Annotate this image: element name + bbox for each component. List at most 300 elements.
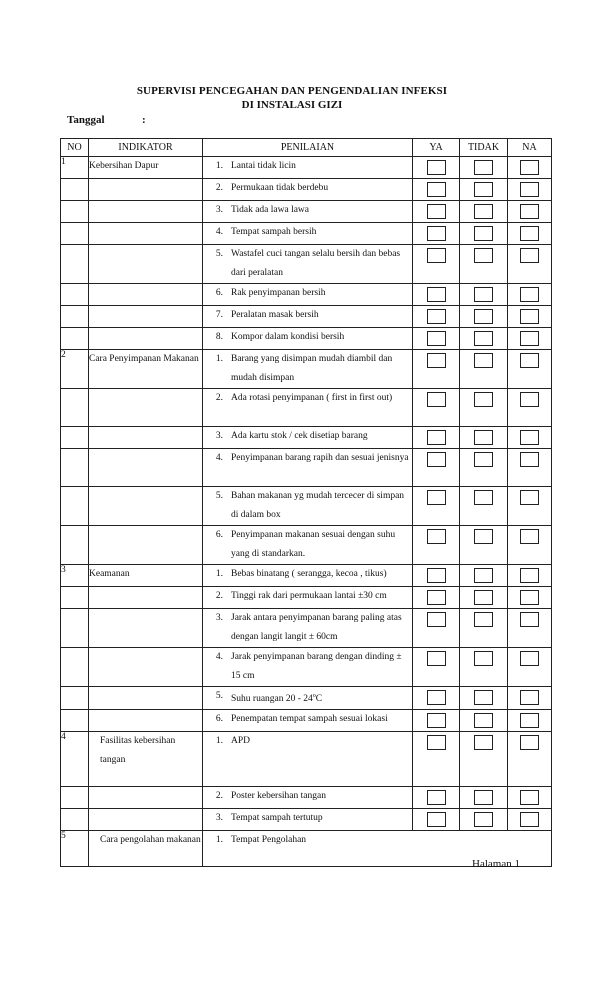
indikator-cell [89, 449, 203, 487]
row-number [61, 687, 89, 710]
ya-cell [413, 427, 460, 449]
na-cell [508, 687, 552, 710]
indikator-cell: Cara Penyimpanan Makanan [89, 350, 203, 389]
item-text-main: Penyimpanan barang rapih dan sesuai jenisnya [231, 453, 409, 463]
item-text-main: Wastafel cuci tangan selalu bersih dan bebas dari peralatan [231, 249, 401, 278]
item-text-main: Jarak penyimpanan barang dengan dinding ± 15 cm [231, 652, 402, 681]
na-cell [508, 609, 552, 648]
row-number [61, 201, 89, 223]
item-text [227, 449, 412, 468]
item-text [227, 179, 412, 198]
penilaian-cell [203, 609, 413, 648]
indikator-cell [89, 427, 203, 449]
indikator-cell [89, 223, 203, 245]
indikator-cell [89, 245, 203, 284]
item-number: 3. [215, 613, 223, 623]
item-text-main: Suhu ruangan 20 - 24 [231, 694, 313, 705]
tidak-checkbox[interactable] [474, 490, 493, 505]
tidak-checkbox[interactable] [474, 182, 493, 197]
tidak-checkbox[interactable] [474, 735, 493, 750]
na-cell [508, 350, 552, 389]
item-number: 4. [215, 453, 223, 463]
table-row [61, 710, 552, 732]
table-row [61, 350, 552, 389]
ya-checkbox[interactable] [427, 392, 446, 407]
item-text-main: Penempatan tempat sampah sesuai lokasi [231, 714, 388, 725]
row-number [61, 587, 89, 609]
supervision-table [60, 138, 552, 867]
tidak-checkbox[interactable] [474, 430, 493, 445]
tidak-cell [460, 587, 508, 609]
tidak-checkbox[interactable] [474, 204, 493, 219]
na-cell [508, 389, 552, 427]
item-number: 1. [215, 569, 223, 579]
ya-cell [413, 201, 460, 223]
table-row [61, 223, 552, 245]
penilaian-cell [203, 389, 413, 427]
item-number: 2. [215, 183, 223, 193]
indikator-cell [89, 809, 203, 831]
item-text-main: Bebas binatang ( serangga, kecoa , tikus) [231, 569, 387, 579]
tidak-checkbox[interactable] [474, 392, 493, 407]
tidak-checkbox[interactable] [474, 353, 493, 368]
item-text [227, 389, 412, 408]
item-text [227, 157, 412, 176]
tidak-cell [460, 328, 508, 350]
na-checkbox[interactable] [520, 612, 539, 627]
item-number: 4. [215, 652, 223, 662]
ya-checkbox[interactable] [427, 309, 446, 324]
indikator-cell: Kebersihan Dapur [89, 157, 203, 179]
item-number: 1. [215, 161, 223, 171]
row-number [61, 648, 89, 687]
tidak-cell [460, 201, 508, 223]
tidak-checkbox[interactable] [474, 226, 493, 241]
table-row [61, 179, 552, 201]
na-checkbox[interactable] [520, 568, 539, 583]
penilaian-cell [203, 245, 413, 284]
ya-cell [413, 710, 460, 732]
page-subtitle: DI INSTALASI GIZI [241, 99, 343, 111]
ya-checkbox[interactable] [427, 568, 446, 583]
item-text [227, 328, 412, 347]
ya-checkbox[interactable] [427, 248, 446, 263]
tidak-cell [460, 306, 508, 328]
na-cell [508, 284, 552, 306]
penilaian-cell [203, 648, 413, 687]
header-penilaian: PENILAIAN [203, 139, 413, 157]
row-number [61, 179, 89, 201]
tidak-cell [460, 809, 508, 831]
ya-checkbox[interactable] [427, 713, 446, 728]
indikator-cell [89, 526, 203, 565]
ya-checkbox[interactable] [427, 690, 446, 705]
na-cell [508, 179, 552, 201]
na-checkbox[interactable] [520, 353, 539, 368]
table-row [61, 787, 552, 809]
ya-cell [413, 648, 460, 687]
tidak-checkbox[interactable] [474, 248, 493, 263]
row-number [61, 449, 89, 487]
penilaian-cell [203, 284, 413, 306]
tanggal-colon: : [142, 114, 146, 126]
row-number [61, 328, 89, 350]
ya-checkbox[interactable] [427, 735, 446, 750]
row-number [61, 284, 89, 306]
tidak-checkbox[interactable] [474, 529, 493, 544]
table-row [61, 306, 552, 328]
na-cell [508, 245, 552, 284]
table-row [61, 328, 552, 350]
na-cell [508, 157, 552, 179]
penilaian-cell [203, 350, 413, 389]
row-number [61, 245, 89, 284]
item-number: 6. [215, 530, 223, 540]
ya-cell [413, 609, 460, 648]
row-number [61, 223, 89, 245]
indikator-cell [89, 687, 203, 710]
table-row [61, 487, 552, 526]
na-cell [508, 809, 552, 831]
ya-cell [413, 284, 460, 306]
row-number [61, 809, 89, 831]
item-number: 3. [215, 205, 223, 215]
item-text-main: Poster kebersihan tangan [231, 791, 326, 802]
tidak-checkbox[interactable] [474, 590, 493, 605]
tidak-cell [460, 389, 508, 427]
item-text-main: Tempat Pengolahan [231, 835, 307, 846]
ya-cell [413, 587, 460, 609]
item-text-main: Tinggi rak dari permukaan lantai ±30 cm [231, 591, 387, 601]
tidak-checkbox[interactable] [474, 160, 493, 175]
ya-cell [413, 449, 460, 487]
row-number [61, 427, 89, 449]
na-cell [508, 565, 552, 587]
tidak-cell [460, 245, 508, 284]
item-text [227, 609, 412, 647]
row-number [61, 487, 89, 526]
indikator-cell [89, 487, 203, 526]
row-number: 2 [61, 350, 89, 389]
page-number: Halaman 1 [472, 858, 520, 870]
tidak-cell [460, 427, 508, 449]
na-checkbox[interactable] [520, 182, 539, 197]
na-checkbox[interactable] [520, 287, 539, 302]
ya-checkbox[interactable] [427, 353, 446, 368]
table-row [61, 587, 552, 609]
penilaian-cell [203, 687, 413, 710]
item-number: 2. [215, 791, 223, 802]
na-cell [508, 732, 552, 787]
ya-cell [413, 809, 460, 831]
indikator-cell [89, 284, 203, 306]
ya-cell [413, 487, 460, 526]
ya-checkbox[interactable] [427, 160, 446, 175]
na-cell [508, 427, 552, 449]
tidak-cell [460, 609, 508, 648]
ya-checkbox[interactable] [427, 204, 446, 219]
tidak-cell [460, 565, 508, 587]
item-text [227, 306, 412, 325]
row-number: 3 [61, 565, 89, 587]
item-text [227, 587, 412, 606]
ya-cell [413, 157, 460, 179]
na-cell [508, 710, 552, 732]
table-row [61, 389, 552, 427]
ya-cell [413, 245, 460, 284]
item-number: 1. [215, 736, 223, 747]
table-row [61, 809, 552, 831]
na-checkbox[interactable] [520, 529, 539, 544]
na-cell [508, 787, 552, 809]
row-number [61, 306, 89, 328]
na-checkbox[interactable] [520, 392, 539, 407]
tidak-cell [460, 223, 508, 245]
penilaian-cell [203, 587, 413, 609]
ya-cell [413, 526, 460, 565]
item-text-main: Tempat sampah bersih [231, 227, 317, 237]
page-title: SUPERVISI PENCEGAHAN DAN PENGENDALIAN INFEKSI [136, 85, 448, 97]
item-text [227, 831, 551, 850]
ya-cell [413, 389, 460, 427]
unit-suffix: C [315, 694, 323, 705]
header-na: NA [508, 139, 552, 157]
ya-checkbox[interactable] [427, 790, 446, 805]
indikator-cell: Fasilitas kebersihan tangan [89, 732, 203, 787]
table-row [61, 157, 552, 179]
na-cell [508, 648, 552, 687]
table-row [61, 449, 552, 487]
row-number: 5 [61, 831, 89, 867]
ya-checkbox[interactable] [427, 529, 446, 544]
item-text [227, 710, 412, 729]
ya-checkbox[interactable] [427, 490, 446, 505]
na-checkbox[interactable] [520, 204, 539, 219]
item-text-main: Rak penyimpanan bersih [231, 288, 326, 298]
tidak-cell [460, 284, 508, 306]
na-checkbox[interactable] [520, 309, 539, 324]
penilaian-cell [203, 328, 413, 350]
item-text [227, 223, 412, 242]
tidak-checkbox[interactable] [474, 812, 493, 827]
indikator-cell [89, 648, 203, 687]
item-text-main: Peralatan masak bersih [231, 310, 319, 320]
ya-cell [413, 350, 460, 389]
tidak-cell [460, 732, 508, 787]
tidak-checkbox[interactable] [474, 287, 493, 302]
header-no: NO [61, 139, 89, 157]
row-number [61, 389, 89, 427]
penilaian-cell [203, 157, 413, 179]
tidak-checkbox[interactable] [474, 452, 493, 467]
item-number: 2. [215, 393, 223, 403]
item-number: 3. [215, 813, 223, 824]
degree-sup: o [312, 693, 316, 699]
tanggal-label: Tanggal [67, 114, 105, 126]
table-row [61, 565, 552, 587]
tidak-cell [460, 487, 508, 526]
na-checkbox[interactable] [520, 331, 539, 346]
item-text-main: Ada kartu stok / cek disetiap barang [231, 431, 368, 441]
na-checkbox[interactable] [520, 160, 539, 175]
item-text-main: Lantai tidak licin [231, 161, 296, 171]
ya-checkbox[interactable] [427, 651, 446, 666]
item-number: 2. [215, 591, 223, 601]
na-cell [508, 306, 552, 328]
tidak-cell [460, 350, 508, 389]
penilaian-cell [203, 306, 413, 328]
indikator-cell: Keamanan [89, 565, 203, 587]
table-row [61, 648, 552, 687]
na-checkbox[interactable] [520, 452, 539, 467]
tidak-cell [460, 787, 508, 809]
ya-checkbox[interactable] [427, 590, 446, 605]
indikator-cell [89, 787, 203, 809]
na-checkbox[interactable] [520, 226, 539, 241]
tidak-checkbox[interactable] [474, 651, 493, 666]
table-row [61, 201, 552, 223]
ya-cell [413, 223, 460, 245]
na-checkbox[interactable] [520, 812, 539, 827]
penilaian-cell [203, 427, 413, 449]
indikator-cell [89, 179, 203, 201]
tidak-checkbox[interactable] [474, 690, 493, 705]
tidak-cell [460, 157, 508, 179]
na-cell [508, 449, 552, 487]
ya-checkbox[interactable] [427, 452, 446, 467]
item-text [227, 732, 412, 751]
na-checkbox[interactable] [520, 248, 539, 263]
item-text-main: APD [231, 736, 251, 747]
tidak-checkbox[interactable] [474, 612, 493, 627]
item-number: 5. [215, 491, 223, 501]
penilaian-cell [203, 787, 413, 809]
tidak-checkbox[interactable] [474, 790, 493, 805]
penilaian-cell [203, 526, 413, 565]
item-number: 6. [215, 714, 223, 725]
penilaian-cell [203, 809, 413, 831]
table-row [61, 284, 552, 306]
item-text [227, 787, 412, 806]
header-indikator: INDIKATOR [89, 139, 203, 157]
na-checkbox[interactable] [520, 713, 539, 728]
ya-cell [413, 687, 460, 710]
na-cell [508, 223, 552, 245]
ya-cell [413, 787, 460, 809]
na-cell [508, 526, 552, 565]
item-number: 6. [215, 288, 223, 298]
tidak-checkbox[interactable] [474, 713, 493, 728]
item-text [227, 201, 412, 220]
item-text [227, 487, 412, 525]
tidak-checkbox[interactable] [474, 568, 493, 583]
na-checkbox[interactable] [520, 490, 539, 505]
table-row [61, 245, 552, 284]
indikator-cell [89, 328, 203, 350]
item-text [227, 648, 412, 686]
ya-cell [413, 565, 460, 587]
na-cell [508, 487, 552, 526]
item-text-main: Permukaan tidak berdebu [231, 183, 329, 193]
na-checkbox[interactable] [520, 690, 539, 705]
item-number: 8. [215, 332, 223, 342]
indikator-cell [89, 609, 203, 648]
ya-cell [413, 732, 460, 787]
ya-checkbox[interactable] [427, 430, 446, 445]
item-text-main: Bahan makanan yg mudah tercecer di simpan di dalam box [231, 491, 405, 520]
item-text-main: Kompor dalam kondisi bersih [231, 332, 345, 342]
ya-checkbox[interactable] [427, 287, 446, 302]
penilaian-cell [203, 565, 413, 587]
penilaian-cell [203, 732, 413, 787]
indikator-cell [89, 389, 203, 427]
row-number [61, 787, 89, 809]
na-checkbox[interactable] [520, 735, 539, 750]
indikator-cell [89, 587, 203, 609]
na-checkbox[interactable] [520, 790, 539, 805]
penilaian-cell [203, 449, 413, 487]
item-number: 5. [215, 249, 223, 259]
ya-checkbox[interactable] [427, 226, 446, 241]
header-tidak: TIDAK [460, 139, 508, 157]
item-text-main: Jarak antara penyimpanan barang paling atas dengan langit langit ± 60cm [231, 613, 402, 642]
ya-cell [413, 179, 460, 201]
indikator-cell: Cara pengolahan makanan [89, 831, 203, 867]
na-checkbox[interactable] [520, 430, 539, 445]
table-row [61, 732, 552, 787]
ya-checkbox[interactable] [427, 331, 446, 346]
penilaian-cell [203, 223, 413, 245]
row-number: 1 [61, 157, 89, 179]
na-checkbox[interactable] [520, 590, 539, 605]
tidak-checkbox[interactable] [474, 331, 493, 346]
ya-cell [413, 306, 460, 328]
item-number: 1. [215, 835, 223, 846]
table-row [61, 526, 552, 565]
ya-checkbox[interactable] [427, 182, 446, 197]
na-checkbox[interactable] [520, 651, 539, 666]
header-row [61, 139, 552, 157]
item-number: 5. [215, 691, 223, 701]
row-number: 4 [61, 732, 89, 787]
ya-cell [413, 328, 460, 350]
item-number: 4. [215, 227, 223, 237]
na-cell [508, 328, 552, 350]
item-text-main: Barang yang disimpan mudah diambil dan mudah disimpan [231, 354, 393, 383]
tidak-cell [460, 449, 508, 487]
tidak-cell [460, 710, 508, 732]
tidak-cell [460, 648, 508, 687]
penilaian-cell [203, 487, 413, 526]
tidak-cell [460, 687, 508, 710]
row-number [61, 526, 89, 565]
item-text [227, 350, 412, 388]
header-ya: YA [413, 139, 460, 157]
ya-checkbox[interactable] [427, 812, 446, 827]
item-text-main: Tempat sampah tertutup [231, 813, 323, 824]
item-number: 3. [215, 431, 223, 441]
indikator-cell [89, 201, 203, 223]
ya-checkbox[interactable] [427, 612, 446, 627]
penilaian-cell [203, 179, 413, 201]
table-row [61, 687, 552, 710]
indikator-cell [89, 306, 203, 328]
tidak-checkbox[interactable] [474, 309, 493, 324]
item-text-main: Penyimpanan makanan sesuai dengan suhu yang di standarkan. [231, 530, 396, 559]
tidak-cell [460, 526, 508, 565]
item-text [227, 526, 412, 564]
item-text-main: Ada rotasi penyimpanan ( first in first out) [231, 393, 393, 403]
